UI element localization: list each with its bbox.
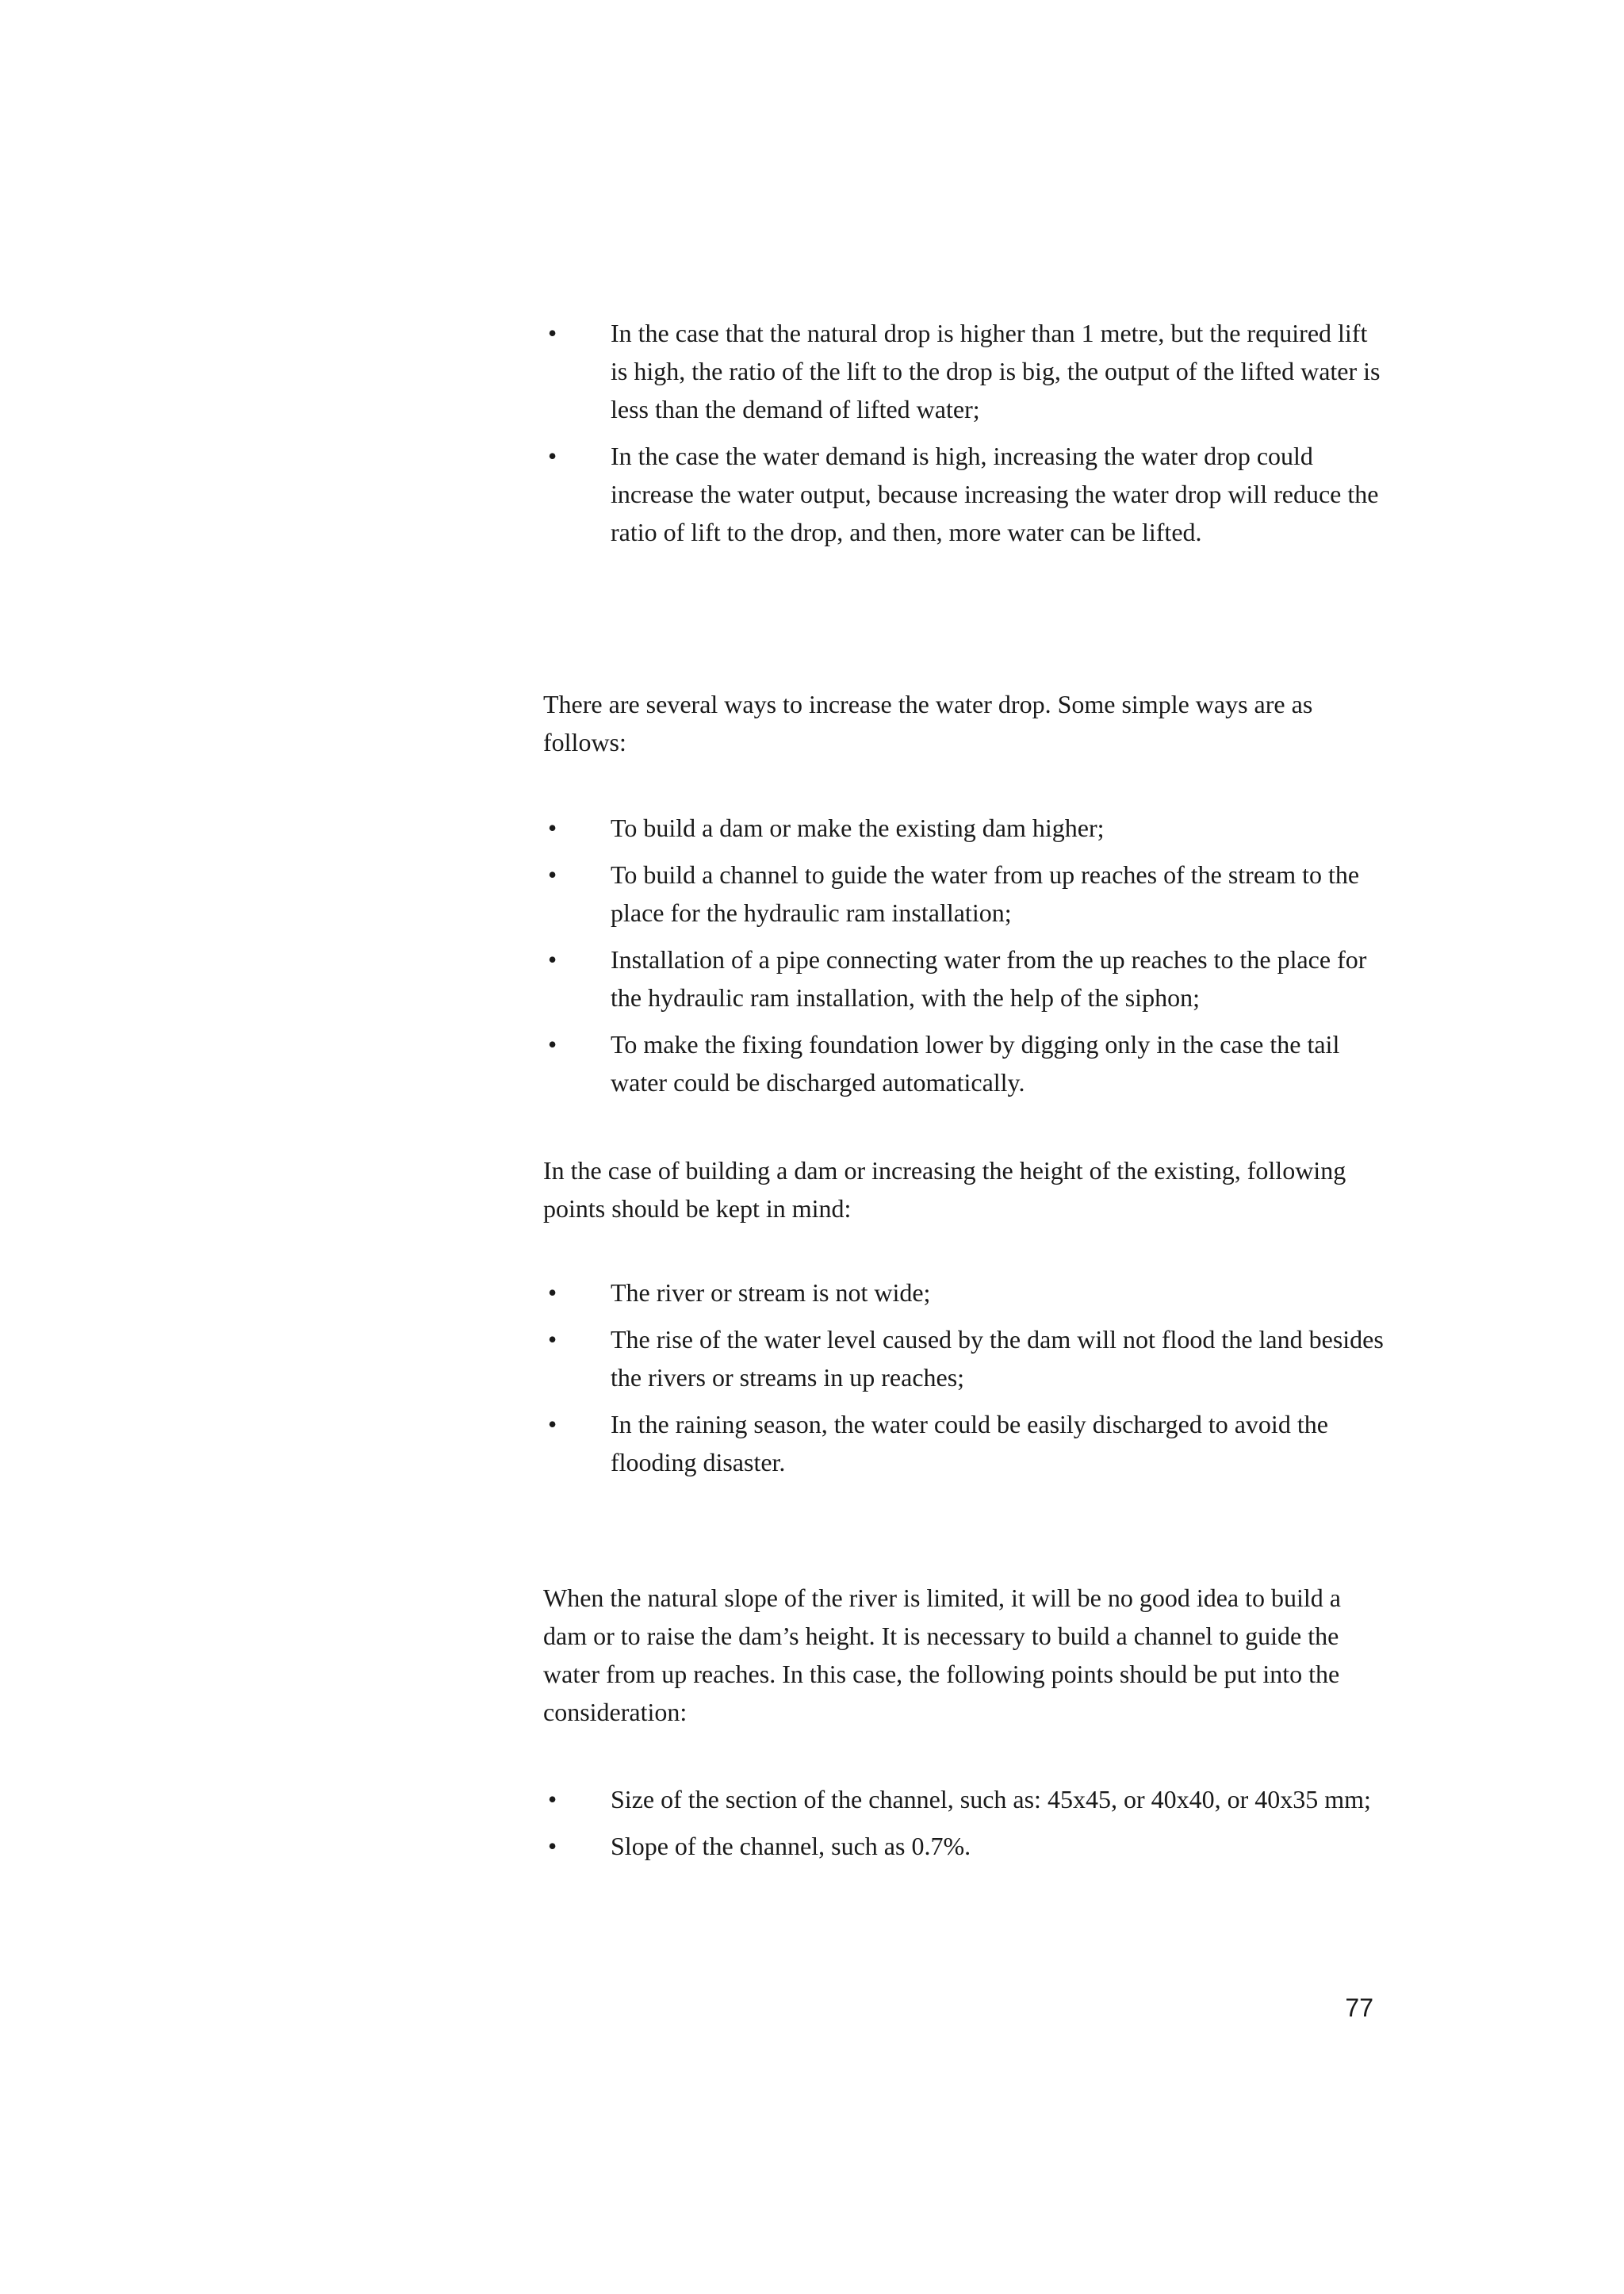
paragraph-dam-intro: In the case of building a dam or increasing the height of the existing, following points should be kept in mind: [543,1156,1346,1223]
bullet-glyph: • [548,1325,557,1354]
bullet-glyph: • [548,442,557,470]
bullet-glyph: • [548,1030,557,1059]
list-item: • Slope of the channel, such as 0.7%. [543,1827,1384,1865]
bullet-glyph: • [548,860,557,889]
list-item: • In the case the water demand is high, increasing the water drop could increase the water output, because increasing the water drop will reduce the ratio of lift to the drop, and then, more water can be lifted. [543,437,1384,551]
paragraph-ways-intro: There are several ways to increase the water drop. Some simple ways are as follows: [543,690,1313,756]
bullet-glyph: • [548,945,557,974]
bullet-list-3 [543,1273,1384,1490]
bullet-list-2 [543,809,1384,1110]
bullet-list-1 [543,314,1384,560]
list-item: • To make the fixing foundation lower by digging only in the case the tail water could be discharged automatically. [543,1025,1384,1101]
list-item: • In the case that the natural drop is higher than 1 metre, but the required lift is high, the ratio of the lift to the drop is big, the output of the lifted water is less than the demand of lifted water; [543,314,1384,428]
bullet-glyph: • [548,319,557,347]
bullet-glyph: • [548,1832,557,1860]
page-number: 77 [1345,1993,1373,2022]
paragraph-channel-intro: When the natural slope of the river is limited, it will be no good idea to build a dam or to raise the dam’s height. It is necessary to build a channel to guide the water from up reaches. In this case, the following points should be put into the consideration: [543,1584,1341,1726]
bullet-glyph: • [548,1278,557,1307]
bullet-glyph: • [548,1410,557,1438]
list-item: • The river or stream is not wide; [543,1273,1384,1312]
list-item: • Size of the section of the channel, such as: 45x45, or 40x40, or 40x35 mm; [543,1780,1384,1818]
list-item: • Installation of a pipe connecting water from the up reaches to the place for the hydraulic ram installation, with the help of the siphon; [543,940,1384,1017]
list-item: • The rise of the water level caused by the dam will not flood the land besides the rivers or streams in up reaches; [543,1320,1384,1396]
list-item: • In the raining season, the water could be easily discharged to avoid the flooding disaster. [543,1405,1384,1481]
bullet-glyph: • [548,1785,557,1813]
list-item: • To build a dam or make the existing dam higher; [543,809,1384,847]
bullet-glyph: • [548,814,557,842]
list-item: • To build a channel to guide the water from up reaches of the stream to the place for the hydraulic ram installation; [543,856,1384,932]
bullet-list-4 [543,1780,1384,1874]
